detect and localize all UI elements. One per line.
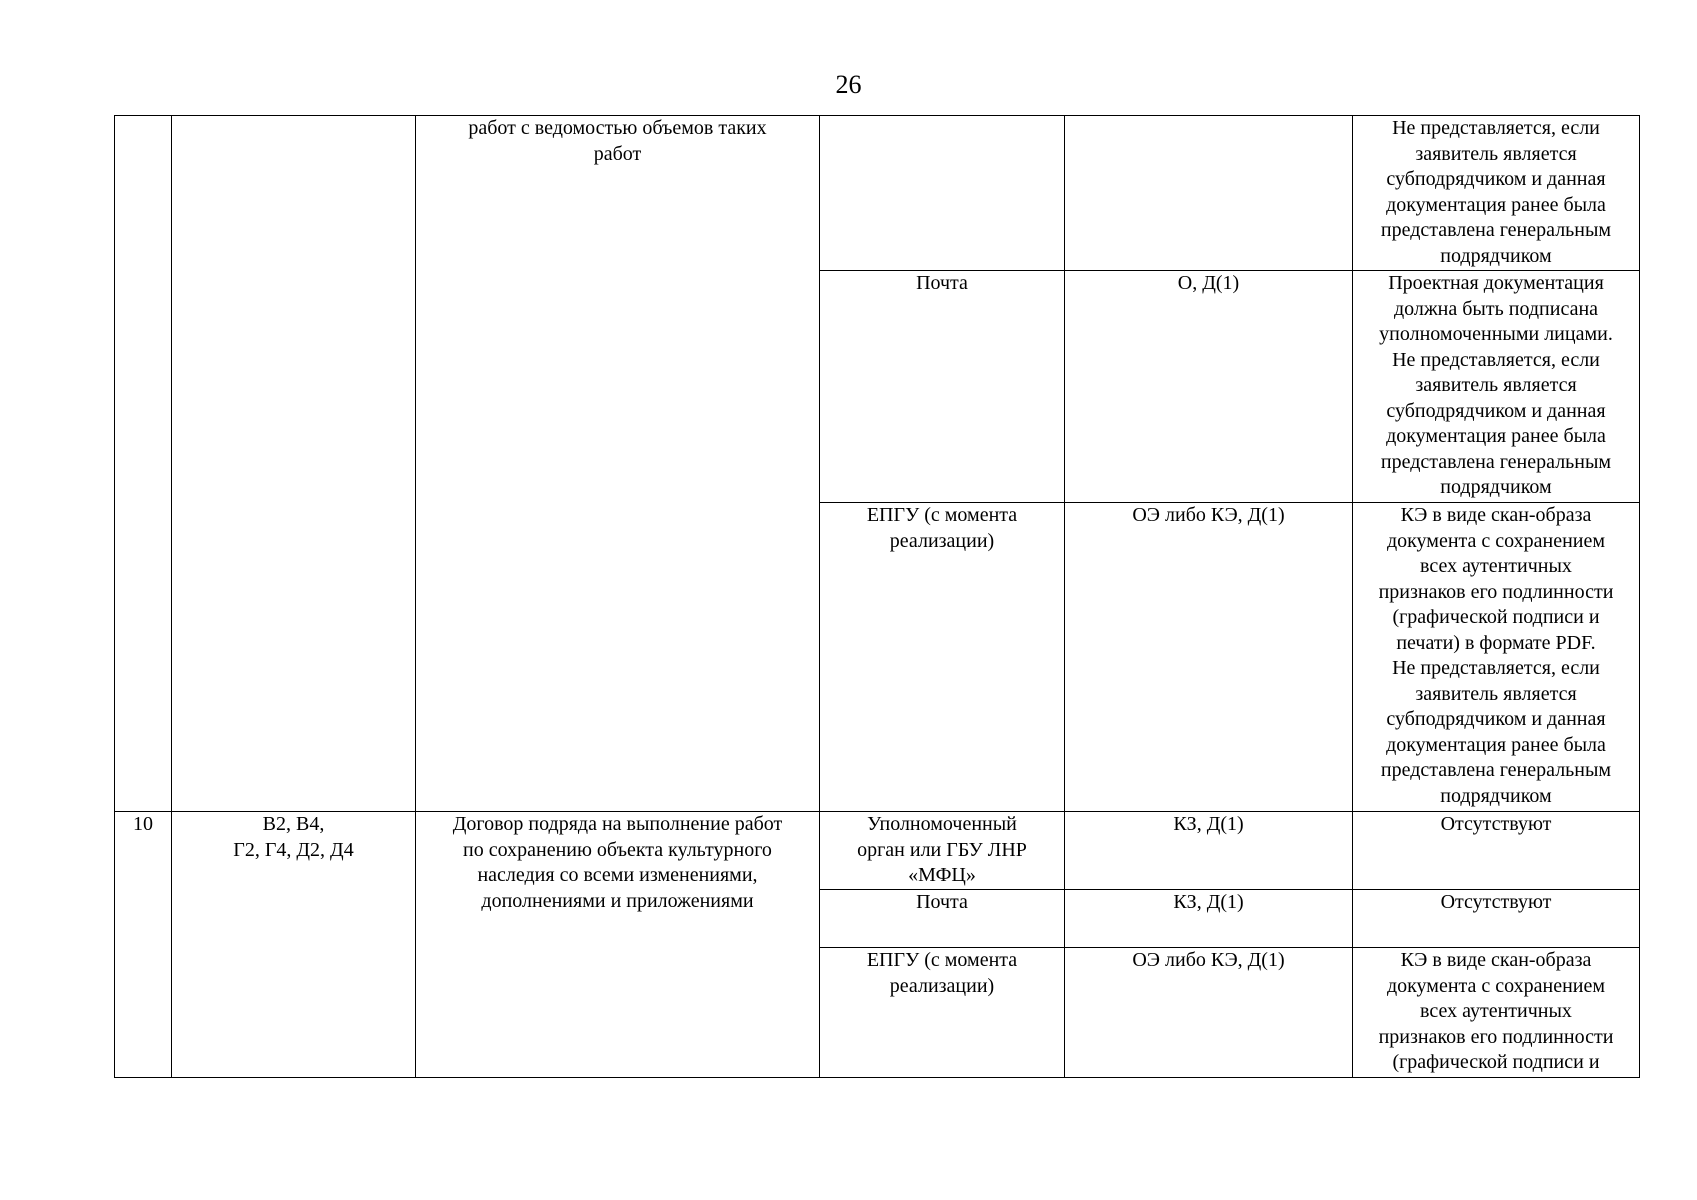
note-text: Отсутствуют [1440, 813, 1552, 835]
cell-note [1353, 948, 1640, 1078]
form-text: КЗ, Д(1) [1173, 813, 1244, 835]
cell-channel [820, 271, 1065, 503]
note-text: Не представляется, если заявитель является субподрядчиком и данная документация ранее была представлена генеральным подрядчиком [1380, 117, 1612, 267]
cell-channel [820, 116, 1065, 271]
note-text: Отсутствуют [1440, 891, 1552, 913]
cell-channel [820, 948, 1065, 1078]
cell-channel [820, 890, 1065, 948]
cell-note [1353, 116, 1640, 271]
channel-text: ЕПГУ (с момента реализации) [866, 949, 1018, 997]
channel-text: ЕПГУ (с момента реализации) [866, 504, 1018, 552]
channel-text: Уполномоченный орган или ГБУ ЛНР «МФЦ» [857, 813, 1027, 886]
cell-channel [820, 503, 1065, 812]
note-text: КЭ в виде скан-образа документа с сохранением всех аутентичных признаков его подлинности (графической подписи и [1378, 949, 1614, 1073]
cell-num [115, 812, 172, 1078]
page-number: 26 [835, 70, 862, 99]
cell-form [1065, 116, 1353, 271]
cell-form [1065, 890, 1353, 948]
table-row [115, 116, 1640, 271]
row-number: 10 [133, 813, 153, 835]
note-text: Проектная документация должна быть подписана уполномоченными лицами. Не представляется, если заявитель является субподрядчиком и данная документация ранее была представлена генеральным подрядчиком [1379, 272, 1613, 498]
cell-form [1065, 503, 1353, 812]
form-text: ОЭ либо КЭ, Д(1) [1132, 504, 1285, 526]
cell-note [1353, 890, 1640, 948]
channel-text: Почта [916, 891, 968, 913]
cell-form [1065, 812, 1353, 890]
cell-num [115, 116, 172, 812]
cell-note [1353, 271, 1640, 503]
codes-text: В2, В4, Г2, Г4, Д2, Д4 [233, 813, 354, 861]
cell-channel [820, 812, 1065, 890]
form-text: ОЭ либо КЭ, Д(1) [1132, 949, 1285, 971]
form-text: КЗ, Д(1) [1173, 891, 1244, 913]
doc-name-text: работ с ведомостью объемов таких работ [468, 117, 767, 165]
cell-codes [172, 116, 416, 812]
doc-name-text: Договор подряда на выполнение работ по сохранению объекта культурного наследия со всеми изменениями, дополнениями и приложениями [452, 813, 783, 912]
cell-doc-name [416, 812, 820, 1078]
cell-form [1065, 948, 1353, 1078]
table-row [115, 812, 1640, 890]
cell-form [1065, 271, 1353, 503]
form-text: О, Д(1) [1177, 272, 1240, 294]
cell-codes [172, 812, 416, 1078]
note-text: КЭ в виде скан-образа документа с сохранением всех аутентичных признаков его подлинности (графической подписи и печати) в формате PDF. Не представляется, если заявитель является субподрядчиком и данная документация ранее была представлена генеральным подрядчиком [1378, 504, 1614, 807]
cell-doc-name [416, 116, 820, 812]
channel-text: Почта [916, 272, 968, 294]
cell-note [1353, 503, 1640, 812]
documents-table [114, 115, 1640, 1078]
cell-note [1353, 812, 1640, 890]
